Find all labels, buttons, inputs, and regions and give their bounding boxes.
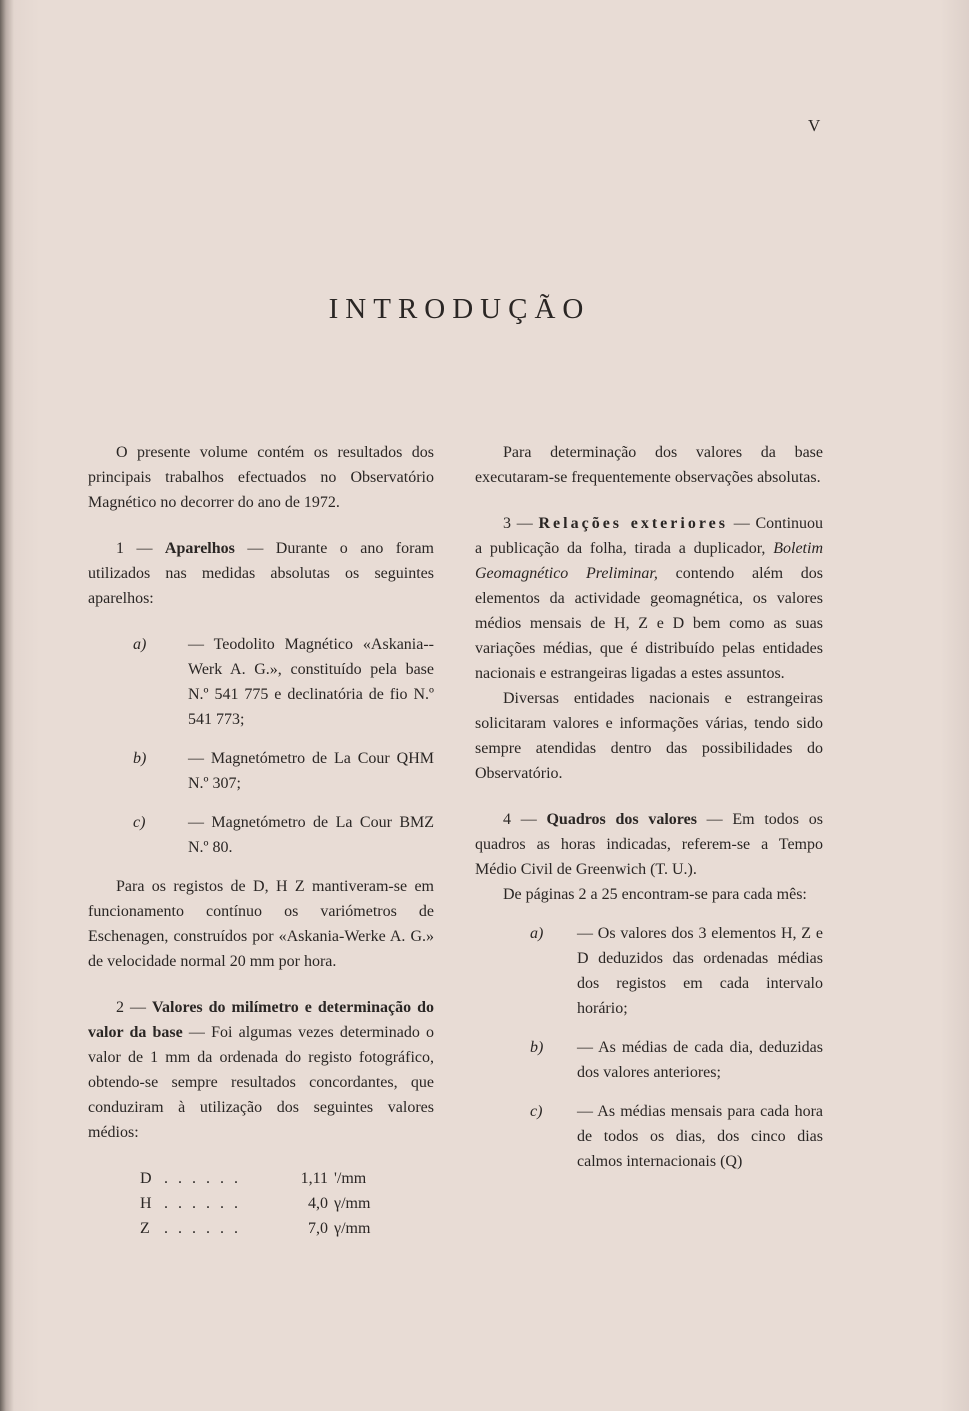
list-item-label: b) xyxy=(530,1039,544,1056)
section-3-number: 3 xyxy=(503,515,511,532)
page-title: INTRODUÇÃO xyxy=(328,293,591,325)
list-item-text: — Magnetómetro de La Cour BMZ N.º 80. xyxy=(188,814,434,856)
value-symbol: D xyxy=(140,1170,152,1187)
section-2-text: Foi algumas vezes determinado o valor de 1 mm da ordenada do registo fotográfico, obtendo-se sempre resultados concordantes, que conduziram à utilização dos seguintes valores médios: xyxy=(88,1024,434,1141)
section-2-number: 2 xyxy=(116,999,124,1016)
list-item-text: — Magnetómetro de La Cour QHM N.º 307; xyxy=(188,750,434,792)
table-row xyxy=(140,1216,370,1241)
section-3-heading: Relações exteriores xyxy=(538,515,728,532)
list-item xyxy=(475,921,823,1021)
value-number: 1,11 xyxy=(300,1170,328,1187)
base-paragraph: Para determinação dos valores da base executaram-se frequentemente observações absolutas. xyxy=(475,444,823,486)
list-item-label: a) xyxy=(530,925,544,942)
section-1-heading: Aparelhos xyxy=(164,540,235,557)
value-symbol: Z xyxy=(140,1220,150,1237)
section-2-heading: Valores do milímetro e determinação do valor da base xyxy=(88,999,434,1041)
section-3-text-b: contendo além dos elementos da actividade geomagnética, os valores médios mensais de H, Z e D bem como as suas variações médias, que é distribuído pelas entidades nacionais e estrangeiras ligadas a estes assuntos. xyxy=(475,565,823,682)
value-leader: . . . . . . xyxy=(164,1170,241,1187)
section-1-number: 1 xyxy=(116,540,124,557)
left-column xyxy=(88,440,434,1241)
value-number: 4,0 xyxy=(308,1195,328,1212)
table-row xyxy=(140,1191,370,1216)
list-item-label: c) xyxy=(133,814,146,831)
list-item xyxy=(88,746,434,796)
table-row xyxy=(140,1166,370,1191)
page-number: V xyxy=(808,116,822,135)
intro-paragraph: O presente volume contém os resultados dos principais trabalhos efectuados no Observatório Magnético no decorrer do ano de 1972. xyxy=(88,444,434,511)
section-4-text: Em todos os quadros as horas indicadas, referem-se a Tempo Médio Civil de Greenwich (T. U.). xyxy=(475,811,823,878)
section-3-text-a: Continuou a publicação da folha, tirada a duplicador, xyxy=(475,515,824,557)
bulletin-title: Boletim Geomagnético Preliminar, xyxy=(475,540,823,582)
value-unit: '/mm xyxy=(334,1170,367,1187)
list-item-label: b) xyxy=(133,750,147,767)
section-1-text: Durante o ano foram utilizados nas medidas absolutas os seguintes aparelhos: xyxy=(88,540,434,607)
list-item-label: a) xyxy=(133,636,147,653)
value-symbol: H xyxy=(140,1195,152,1212)
list-item xyxy=(88,632,434,732)
right-column xyxy=(475,440,823,1174)
value-unit: γ/mm xyxy=(334,1220,371,1237)
list-item-text: — As médias de cada dia, deduzidas dos valores anteriores; xyxy=(577,1039,823,1081)
value-leader: . . . . . . xyxy=(164,1195,241,1212)
entities-paragraph: Diversas entidades nacionais e estrangeiras solicitaram valores e informações várias, tendo sido sempre atendidas dentro das possibilidades do Observatório. xyxy=(475,690,823,782)
list-item xyxy=(475,1099,823,1174)
registos-paragraph: Para os registos de D, H Z mantiveram-se em funcionamento contínuo os variómetros de Eschenagen, construídos por «Askania-Werke A. G.» de velocidade normal 20 mm por hora. xyxy=(88,878,434,970)
list-item xyxy=(88,810,434,860)
section-2-paragraph: 2 — Valores do milímetro e determinação do valor da base — Foi algumas vezes determinado o valor de 1 mm da ordenada do registo fotográfico, obtendo-se sempre resultados concordantes, que conduziram à utilização dos seguintes valores médios: xyxy=(88,999,434,1141)
list-item xyxy=(475,1035,823,1085)
list-item-text: — Teodolito Magnético «Askania--Werk A. G.», constituído pela base N.º 541 775 e declinatória de fio N.º 541 773; xyxy=(188,636,434,728)
section-1-paragraph: 1 — Aparelhos — Durante o ano foram utilizados nas medidas absolutas os seguintes aparelhos: xyxy=(88,540,434,607)
section-4-number: 4 xyxy=(503,811,511,828)
value-number: 7,0 xyxy=(308,1220,328,1237)
value-unit: γ/mm xyxy=(334,1195,371,1212)
value-leader: . . . . . . xyxy=(164,1220,241,1237)
section-4-heading: Quadros dos valores xyxy=(546,811,697,828)
pages-paragraph: De páginas 2 a 25 encontram-se para cada mês: xyxy=(503,886,807,903)
list-item-label: c) xyxy=(530,1103,543,1120)
values-table xyxy=(140,1166,370,1241)
section-3-paragraph: 3 — Relações exteriores — Continuou a publicação da folha, tirada a duplicador, Boletim Geomagnético Preliminar, contendo além dos elementos da actividade geomagnética, os valores médios mensais de H, Z e D bem como as suas variações médias, que é distribuído pelas entidades nacionais e estrangeiras ligadas a estes assuntos. xyxy=(475,515,824,682)
section-4-paragraph: 4 — Quadros dos valores — Em todos os quadros as horas indicadas, referem-se a Tempo Médio Civil de Greenwich (T. U.). xyxy=(475,811,823,878)
list-item-text: — As médias mensais para cada hora de todos os dias, dos cinco dias calmos internacionais (Q) xyxy=(577,1103,823,1170)
list-item-text: — Os valores dos 3 elementos H, Z e D deduzidos das ordenadas médias dos registos em cada intervalo horário; xyxy=(577,925,823,1017)
